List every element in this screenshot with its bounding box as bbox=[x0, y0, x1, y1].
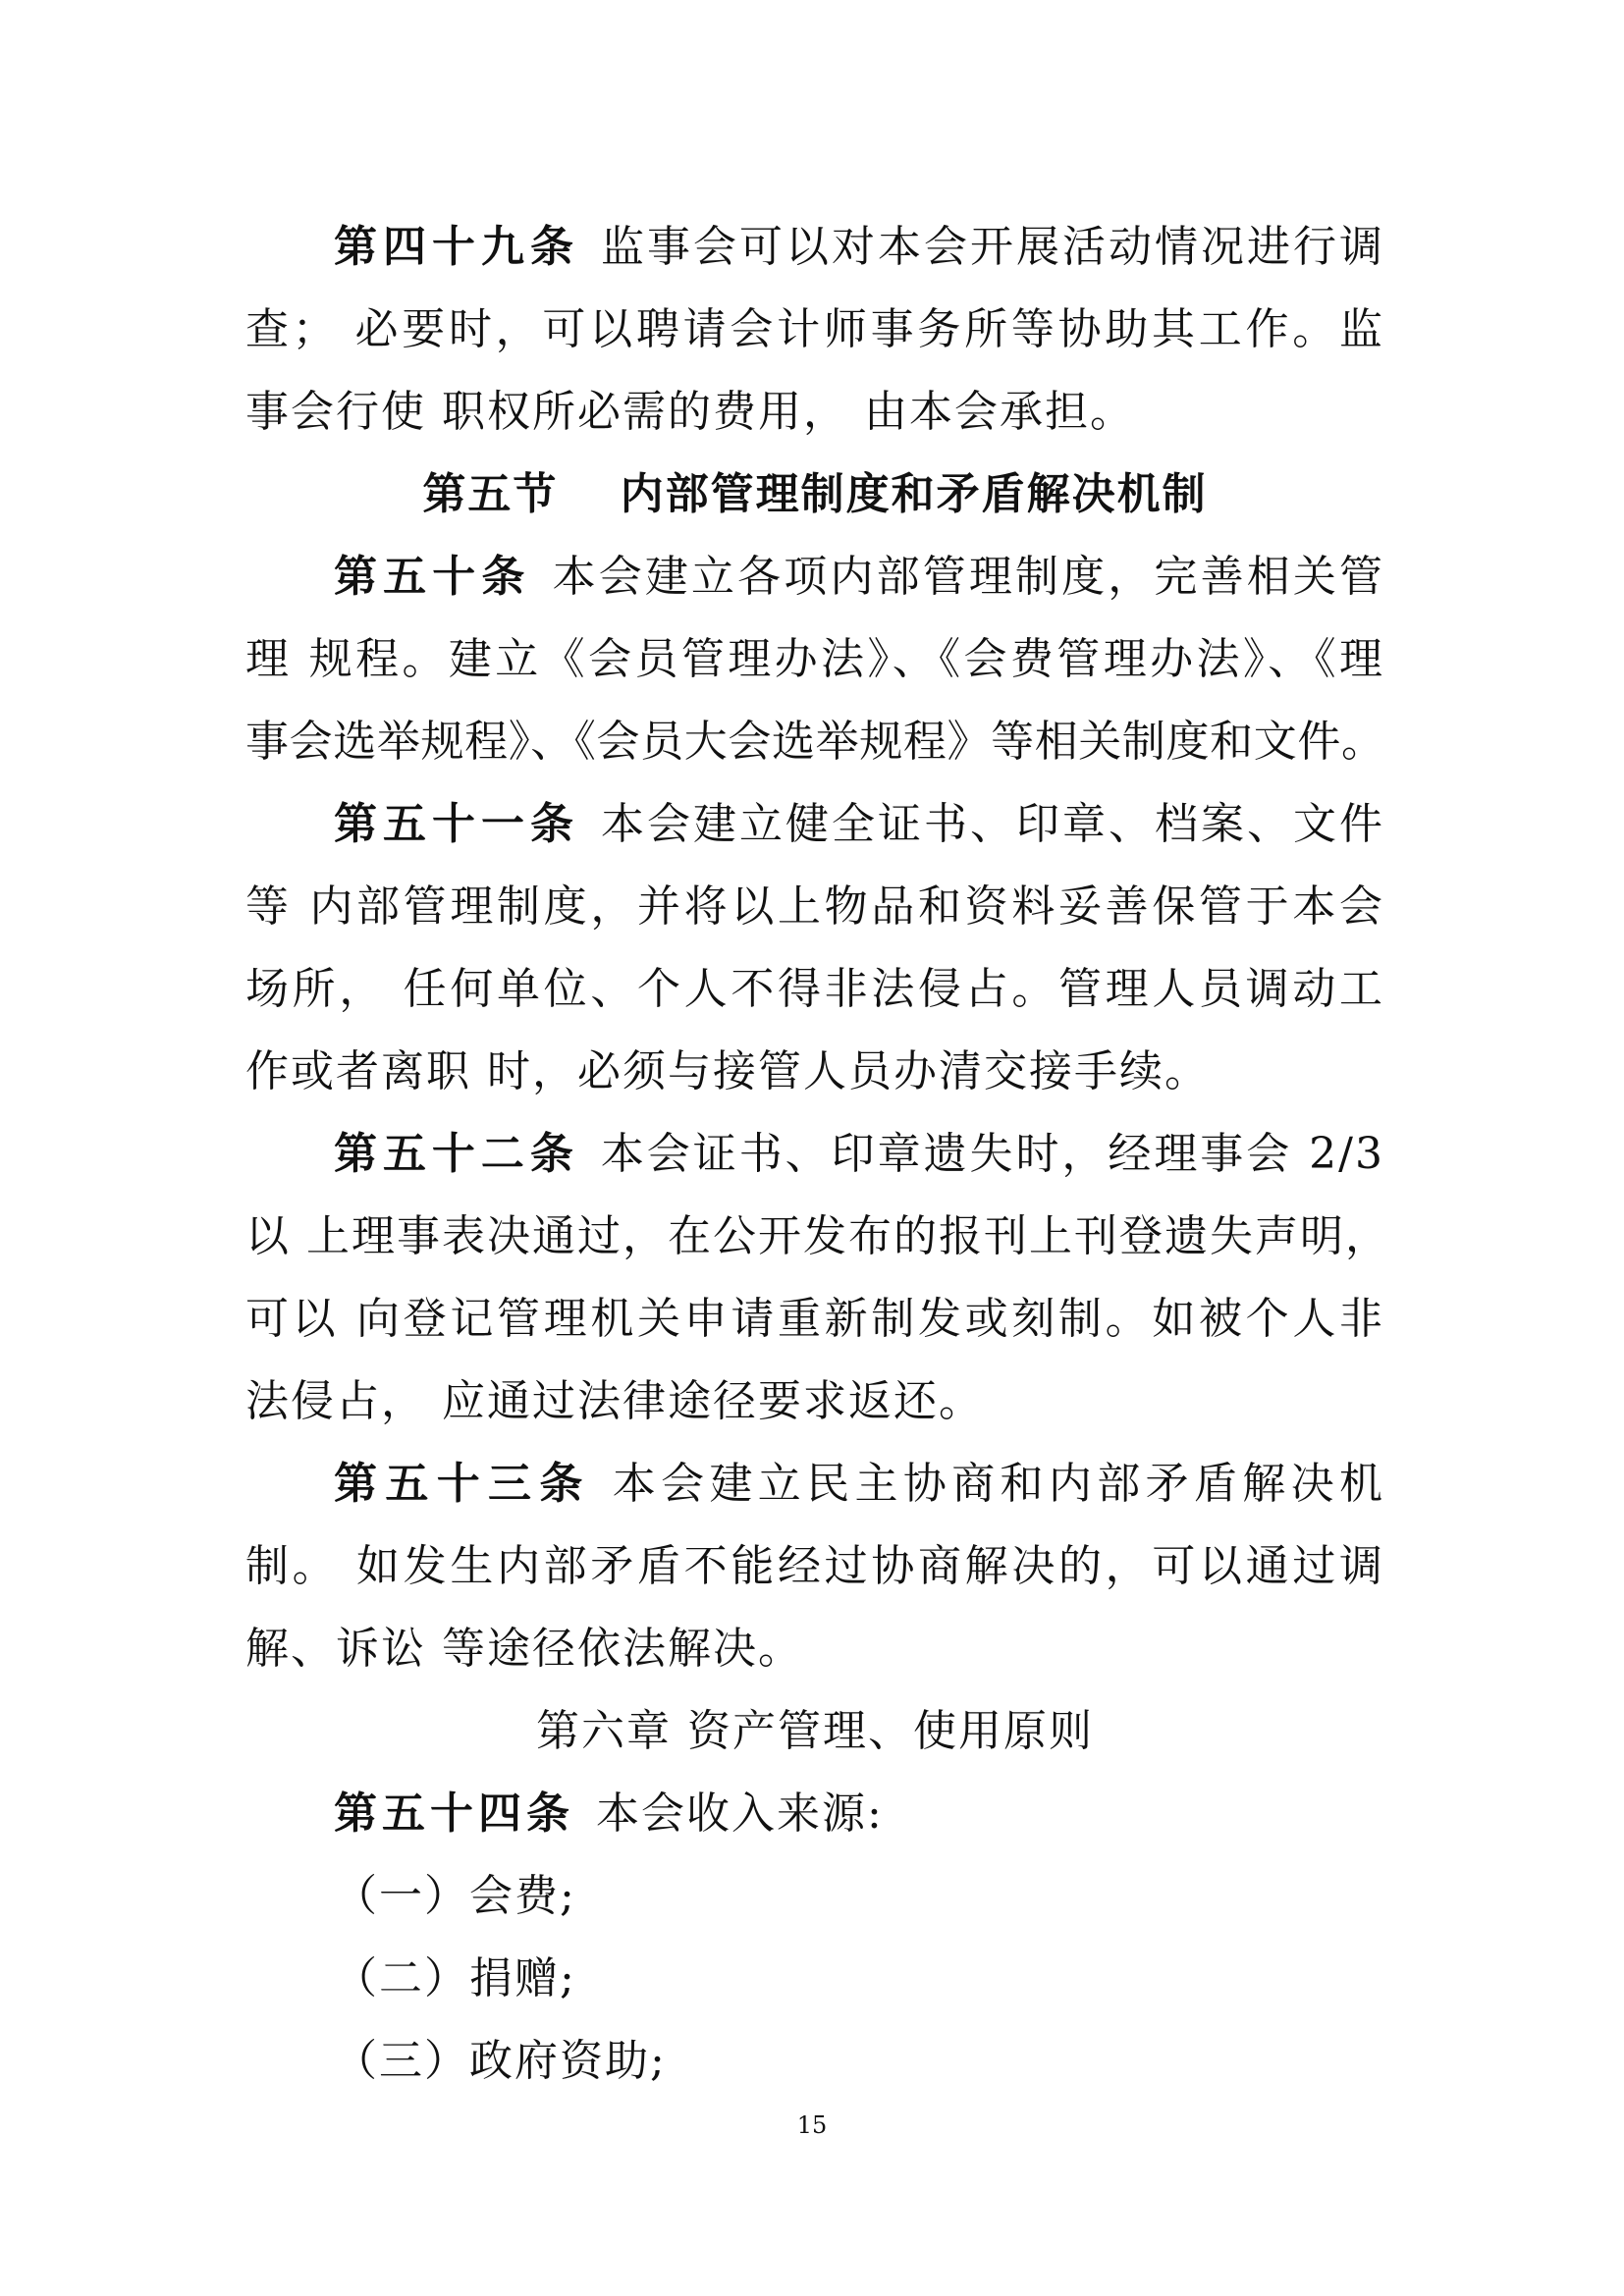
article-54-label: 第五十四条 bbox=[334, 1789, 574, 1839]
article-54-item-1: （一）会费; bbox=[334, 1871, 576, 1921]
article-53-line-2: 制。 如发生内部矛盾不能经过协商解决的，可以通过调 bbox=[245, 1541, 1384, 1591]
article-50-label: 第五十条 bbox=[334, 552, 531, 602]
article-52-label: 第五十二条 bbox=[334, 1129, 579, 1179]
article-49-line-1: 第四十九条 监事会可以对本会开展活动情况进行调 bbox=[334, 222, 1384, 272]
article-51-line-1: 第五十一条 本会建立健全证书、印章、档案、文件 bbox=[334, 799, 1384, 849]
article-49-label: 第四十九条 bbox=[334, 222, 579, 272]
article-52-line-4: 法侵占， 应通过法律途径要求返还。 bbox=[245, 1376, 984, 1426]
article-53-line-3: 解、诉讼 等途径依法解决。 bbox=[245, 1624, 803, 1674]
article-54-item-2: （二）捐赠; bbox=[334, 1953, 576, 2003]
section-5-title: 第五节 内部管理制度和矛盾解决机制 bbox=[422, 469, 1208, 519]
article-51-line-4: 作或者离职 时，必须与接管人员办清交接手续。 bbox=[245, 1046, 1210, 1096]
article-51-line-3: 场所， 任何单位、个人不得非法侵占。管理人员调动工 bbox=[245, 964, 1384, 1014]
article-51-line-2: 等 内部管理制度，并将以上物品和资料妥善保管于本会 bbox=[245, 881, 1384, 932]
article-49-line-2: 查； 必要时，可以聘请会计师事务所等协助其工作。监 bbox=[245, 304, 1384, 354]
article-50-line-2: 理 规程。建立《会员管理办法》、《会费管理办法》、《理 bbox=[245, 634, 1384, 684]
article-53-line-1: 第五十三条 本会建立民主协商和内部矛盾解决机 bbox=[334, 1459, 1384, 1509]
article-52-line-3: 可以 向登记管理机关申请重新制发或刻制。如被个人非 bbox=[245, 1294, 1384, 1344]
article-52-line-1: 第五十二条 本会证书、印章遗失时，经理事会 2/3 bbox=[334, 1129, 1384, 1179]
page-number: 15 bbox=[796, 2111, 828, 2139]
chapter-6-title: 第六章 资产管理、使用原则 bbox=[536, 1706, 1094, 1756]
article-54-line-1: 第五十四条 本会收入来源: bbox=[334, 1789, 884, 1839]
article-49-line-3: 事会行使 职权所必需的费用， 由本会承担。 bbox=[245, 387, 1135, 437]
article-52-line-2: 以 上理事表决通过，在公开发布的报刊上刊登遗失声明， bbox=[245, 1211, 1390, 1261]
article-54-item-3: （三）政府资助; bbox=[334, 2036, 667, 2086]
article-53-label: 第五十三条 bbox=[334, 1459, 591, 1509]
article-50-line-3: 事会选举规程》、《会员大会选举规程》等相关制度和文件。 bbox=[245, 717, 1384, 767]
article-50-line-1: 第五十条 本会建立各项内部管理制度，完善相关管 bbox=[334, 552, 1385, 602]
article-51-label: 第五十一条 bbox=[334, 799, 579, 849]
